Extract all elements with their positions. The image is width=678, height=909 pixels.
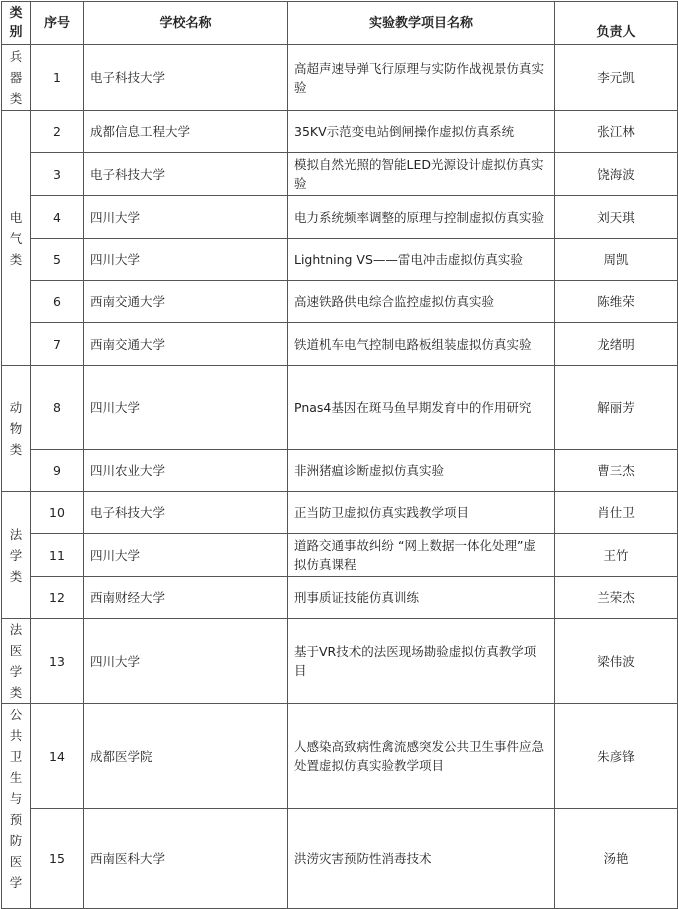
row-no: 8 xyxy=(31,366,84,450)
row-no: 2 xyxy=(31,111,84,153)
row-school: 电子科技大学 xyxy=(84,45,288,111)
table-row xyxy=(2,366,678,450)
table-row xyxy=(2,619,678,704)
row-leader: 肖仕卫 xyxy=(555,492,678,534)
header-school: 学校名称 xyxy=(84,2,288,45)
row-school: 电子科技大学 xyxy=(84,153,288,196)
category-electrical: 电气类 xyxy=(2,111,31,366)
header-leader: 负责人 xyxy=(555,2,678,45)
row-no: 6 xyxy=(31,281,84,323)
row-project: 高速铁路供电综合监控虚拟仿真实验 xyxy=(288,281,555,323)
row-school: 成都医学院 xyxy=(84,704,288,809)
row-no: 13 xyxy=(31,619,84,704)
row-leader: 兰荣杰 xyxy=(555,577,678,619)
row-leader: 李元凯 xyxy=(555,45,678,111)
row-school: 四川农业大学 xyxy=(84,450,288,492)
row-project: 洪涝灾害预防性消毒技术 xyxy=(288,809,555,909)
row-project: 35KV示范变电站倒闸操作虚拟仿真系统 xyxy=(288,111,555,153)
table-row xyxy=(2,704,678,809)
row-leader: 王竹 xyxy=(555,534,678,577)
row-school: 成都信息工程大学 xyxy=(84,111,288,153)
row-school: 四川大学 xyxy=(84,366,288,450)
table-row xyxy=(2,323,678,366)
header-no: 序号 xyxy=(31,2,84,45)
row-no: 5 xyxy=(31,239,84,281)
project-table xyxy=(1,1,678,909)
row-project: 非洲猪瘟诊断虚拟仿真实验 xyxy=(288,450,555,492)
row-leader: 汤艳 xyxy=(555,809,678,909)
table-row xyxy=(2,492,678,534)
category-weapons: 兵器类 xyxy=(2,45,31,111)
row-project: 模拟自然光照的智能LED光源设计虚拟仿真实验 xyxy=(288,153,555,196)
header-row xyxy=(2,2,678,45)
table-row xyxy=(2,450,678,492)
table-row xyxy=(2,196,678,239)
row-school: 四川大学 xyxy=(84,619,288,704)
row-project: 电力系统频率调整的原理与控制虚拟仿真实验 xyxy=(288,196,555,239)
row-leader: 周凯 xyxy=(555,239,678,281)
row-school: 四川大学 xyxy=(84,196,288,239)
row-leader: 朱彦锋 xyxy=(555,704,678,809)
table-row xyxy=(2,577,678,619)
table-row xyxy=(2,45,678,111)
row-no: 9 xyxy=(31,450,84,492)
row-leader: 饶海波 xyxy=(555,153,678,196)
row-no: 1 xyxy=(31,45,84,111)
row-project: 高超声速导弹飞行原理与实防作战视景仿真实验 xyxy=(288,45,555,111)
table-row xyxy=(2,153,678,196)
row-project: 铁道机车电气控制电路板组装虚拟仿真实验 xyxy=(288,323,555,366)
row-project: 道路交通事故纠纷 “网上数据一体化处理”虚拟仿真课程 xyxy=(288,534,555,577)
row-project: 人感染高致病性禽流感突发公共卫生事件应急处置虚拟仿真实验教学项目 xyxy=(288,704,555,809)
row-school: 电子科技大学 xyxy=(84,492,288,534)
table-row xyxy=(2,281,678,323)
row-project: Pnas4基因在斑马鱼早期发育中的作用研究 xyxy=(288,366,555,450)
row-school: 西南医科大学 xyxy=(84,809,288,909)
row-no: 14 xyxy=(31,704,84,809)
row-no: 11 xyxy=(31,534,84,577)
category-law: 法学类 xyxy=(2,492,31,619)
table-row xyxy=(2,239,678,281)
row-school: 四川大学 xyxy=(84,239,288,281)
row-no: 12 xyxy=(31,577,84,619)
row-school: 四川大学 xyxy=(84,534,288,577)
header-category: 类别 xyxy=(2,2,31,45)
row-no: 10 xyxy=(31,492,84,534)
row-leader: 张江林 xyxy=(555,111,678,153)
row-school: 西南交通大学 xyxy=(84,281,288,323)
row-school: 西南交通大学 xyxy=(84,323,288,366)
row-no: 4 xyxy=(31,196,84,239)
row-leader: 梁伟波 xyxy=(555,619,678,704)
row-project: 刑事质证技能仿真训练 xyxy=(288,577,555,619)
row-leader: 陈维荣 xyxy=(555,281,678,323)
row-leader: 解丽芳 xyxy=(555,366,678,450)
row-leader: 曹三杰 xyxy=(555,450,678,492)
row-no: 3 xyxy=(31,153,84,196)
row-school: 西南财经大学 xyxy=(84,577,288,619)
row-leader: 龙绪明 xyxy=(555,323,678,366)
row-project: Lightning VS——雷电冲击虚拟仿真实验 xyxy=(288,239,555,281)
row-no: 15 xyxy=(31,809,84,909)
table-row xyxy=(2,809,678,909)
row-project: 正当防卫虚拟仿真实践教学项目 xyxy=(288,492,555,534)
row-leader: 刘天琪 xyxy=(555,196,678,239)
row-no: 7 xyxy=(31,323,84,366)
category-forensic: 法医学类 xyxy=(2,619,31,704)
header-project: 实验教学项目名称 xyxy=(288,2,555,45)
table-row xyxy=(2,111,678,153)
category-animal: 动物类 xyxy=(2,366,31,492)
row-project: 基于VR技术的法医现场勘验虚拟仿真教学项目 xyxy=(288,619,555,704)
table-row xyxy=(2,534,678,577)
category-public-health: 公共卫生与预防医学 xyxy=(2,704,31,909)
